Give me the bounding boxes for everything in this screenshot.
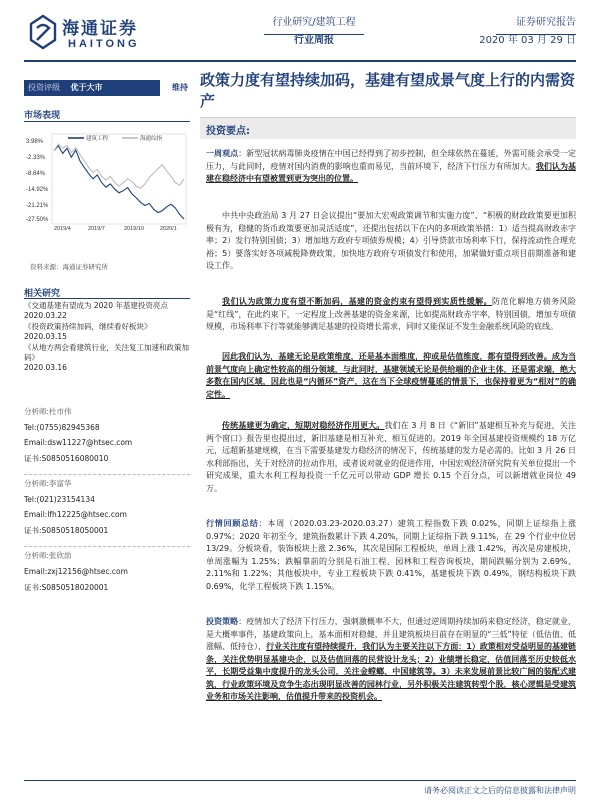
key-points-label: 投资要点: (206, 126, 250, 137)
series-line-construction (54, 146, 184, 219)
x-tick-label: 2020/1 (160, 226, 177, 232)
analyst-tel: Tel:(0755)82945368 (24, 423, 100, 432)
y-tick-label: -8.64% (26, 171, 46, 177)
plot-frame (52, 134, 186, 224)
para-emphasis: 因此我们认为，基建无论是政策维度，还是基本面维度，抑或是估值维度，都有望得到改善。成为当前景气度向上确定性较高的细分领域，与此同时，基建领域无论是供给端的企业主体，还是需求端，绝大多数在国内区域，因此也是“内循环”资产，这在当下全球疫情蔓延的情景下，也保持着更为“相对”的确定性。 (206, 352, 576, 399)
x-tick-label: 2019/4 (54, 226, 71, 232)
haitong-logo-icon (28, 14, 58, 50)
market-chart (24, 128, 190, 236)
related-item-date: 2020.03.22 (24, 311, 67, 320)
para-emphasis: 我们认为政策力度有望不断加码，基建的资金约束有望得到实质性缓解。 (222, 297, 493, 306)
chart-source: 资料来源：海通证券研究所 (30, 263, 108, 271)
paragraph-conclusion (206, 351, 576, 401)
analyst-cert: 证书:S0850518020001 (24, 583, 109, 592)
para-lead: 投资策略 (206, 617, 239, 626)
category-label: 行业研究/建筑工程 (272, 17, 356, 28)
header-divider (24, 60, 576, 62)
y-tick-label: -27.50% (26, 217, 49, 223)
market-chart-svg (24, 128, 190, 236)
para-lead: 一周观点 (206, 149, 239, 158)
paragraph-strategy (206, 616, 576, 704)
rating-tail: 维持 (160, 80, 190, 96)
series-line-index (54, 144, 184, 188)
analyst-cert: 证书:S0850518050001 (24, 526, 109, 535)
para-lead: 行情回顾总结 (206, 519, 259, 528)
para-text: ：疫情加大了经济下行压力，强刺激概率不大，但通过逆周期持续加码来稳定经济，稳定就业，是大概率事件，基建政策向上，基本面相对稳健，并且建筑板块目前存在明显的“三低”特征（低估值、低涨幅、低持仓）， (206, 617, 577, 651)
meta-rule (496, 34, 576, 35)
paragraph-politburo (206, 210, 576, 273)
related-item-title: 《从地方两会看建筑行业，关注复工加速和政策加码》 (24, 343, 189, 362)
analyst-block (24, 406, 194, 464)
report-meta (479, 16, 576, 48)
related-item[interactable] (24, 322, 194, 342)
paragraph-weekly-view (206, 148, 576, 186)
report-date: 2020 年 03 月 29 日 (479, 35, 576, 46)
analyst-block (24, 478, 194, 536)
y-tick-label: -21.21% (26, 203, 49, 209)
analyst-name: 分析师:李富华 (24, 479, 72, 488)
rating-label: 投资评级 (28, 83, 60, 92)
para-emphasis: 传统基建更为确定，短期对稳经济作用更大。 (222, 421, 385, 430)
report-type-label: 行业周报 (294, 35, 334, 46)
brand-en: HAITONG (68, 38, 140, 50)
para-text: 我们在 3 月 8 日《“新旧”基建相互补充与促进，关注两个窗口》报告里也提出过，新旧基建是相互补充、相互促进的。2019 年全国基建投资规模约 18 万亿元，远超新基建规模，在当下需要基建发力稳经济的情况下，传统基建的发力是必需的。比如 3 月 26 日水利部指出，关于对经济的拉动作用，或者说对就业的促进作用，中国宏观经济研究院有关单位提出一个研究成果，重大水利工程每投资一千亿元可以带动 GDP 增长 0.15 个百分点，可以新增就业岗位 49 万。 (206, 421, 577, 493)
related-rule (24, 298, 190, 299)
analyst-cert: 证书:S0850516080010 (24, 454, 109, 463)
report-title: 政策力度有望持续加码，基建有望成景气度上行的内需资产 (200, 71, 576, 110)
legend-label-series-1: 建筑工程 (86, 136, 109, 142)
para-emphasis: 行业关注度有望持续提升，我们认为主要关注以下方面：1）政策相对受益明显的基建链条，关注优势明显基建央企，以及估值回落的民营设计龙头；2）业绩增长稳定，估值回落至历史较低水平，长期受益集中度提升的龙头公司，关注金螳螂、中国建筑等。3）未来发展前景比较广阔的装配式建筑，行业政策环境及竞争生态出现明显改善的园林行业，另外积极关注建筑转型个股，核心逻辑是受建筑业务和市场关注影响，估值提升带来的投资机会。 (206, 642, 577, 701)
related-item-date: 2020.03.16 (24, 363, 67, 372)
analyst-tel: Tel:(021)23154134 (24, 495, 95, 504)
related-item-title: 《交通基建有望成为 2020 年基建投资亮点 (24, 301, 168, 310)
rating-bar (24, 80, 190, 96)
related-item[interactable] (24, 343, 194, 373)
related-title: 相关研究 (24, 289, 61, 299)
para-text: 中共中央政治局 3 月 27 日会议提出“要加大宏观政策调节和实施力度”、“积极的财政政策要更加积极有为，稳健的货币政策要更加灵活适度”，还提出包括以下在内的多项政策举措：1）适当提高财政赤字率；2）发行特别国债；3）增加地方政府专项债券规模；4）引导贷款市场利率下行，保持流动性合理充裕；5）要落实好各项减税降费政策，加快地方政府专项债发行和使用，加紧做好重点项目前期准备和建设工作。 (206, 211, 576, 270)
y-tick-label: 3.98% (26, 139, 44, 145)
paragraph-traditional-infra (206, 420, 576, 495)
related-item-date: 2020.03.15 (24, 332, 67, 341)
analyst-email[interactable]: Email:dsw11227@htsec.com (24, 438, 133, 447)
legend-label-series-2: 海通综指 (140, 136, 163, 142)
analyst-email[interactable]: Email:lfh12225@htsec.com (24, 510, 127, 519)
y-tick-label: -2.33% (26, 155, 46, 161)
para-emphasis: 我们认为基建在稳经济中有望被置到更为突出的位置。 (206, 161, 577, 183)
brand-cn: 海通证券 (62, 19, 138, 39)
analyst-email[interactable]: Email:zxj12156@htsec.com (24, 567, 128, 576)
analyst-divider (24, 546, 190, 547)
analyst-name: 分析师:杜市伟 (24, 407, 72, 416)
para-text: 防范化解地方债务风险是“红线”，在此约束下，一定程度上改善基建的资金来源，比如提高财政赤字率，特别国债，增加专项债规模，市场利率下行等就能够满足基建的投资增长需求，同时又能保证不发生金融系统风险的底线。 (206, 297, 576, 331)
footer-divider (24, 780, 576, 781)
analyst-name: 分析师:张欣劼 (24, 551, 72, 560)
x-tick-label: 2019/10 (124, 226, 144, 232)
x-tick-label: 2019/7 (88, 226, 105, 232)
paragraph-funding (206, 296, 576, 334)
market-rule (24, 121, 190, 122)
haitong-logo (28, 14, 178, 56)
related-item[interactable] (24, 301, 194, 321)
footer-disclaimer: 请务必阅读正文之后的信息披露和法律声明 (424, 786, 576, 795)
related-item-title: 《投资政策持续加码，继续看好板块》 (24, 322, 152, 331)
report-category (264, 16, 364, 48)
analyst-divider (24, 474, 190, 475)
para-text: ：本周（2020.03.23-2020.03.27）建筑工程指数下跌 0.02%，同期上证综指上涨 0.97%；2020 年初至今，建筑指数累计下跌 4.20%，同期上证综指下跌 9.11%，在 29 个行业中位居 13/29。分板块看，装饰板块上涨 2.36%，其次是国际工程板块，单周上涨 1.42%，再次是房建板块，单周涨幅为 1.25%；跌幅靠前的分别是石油工程、园林和工程咨询板块，期间跌幅分别为 2.69%、2.11%和 1.22%；其他板块中，专业工程板块下跌 0.41%，基建板块下跌 0.49%，钢结构板块下跌 0.69%，化学工程板块下跌 1.15%。 (206, 519, 577, 591)
paragraph-market-review (206, 518, 576, 593)
doc-type-label: 证券研究报告 (516, 17, 576, 28)
rating-value: 优于大市 (70, 83, 103, 92)
market-title: 市场表现 (24, 111, 61, 121)
y-tick-label: -14.92% (26, 187, 49, 193)
category-rule (264, 34, 364, 35)
para-text: ：新型冠状病毒肺炎疫情在中国已经得到了初步控制，但全球依然在蔓延，外需可能会承受一定压力，与此同时，疫情对国内消费的影响也重而易见，当前环境下，经济下行压力有所加大。 (206, 149, 577, 171)
analyst-block (24, 550, 194, 593)
key-points-bar (200, 117, 576, 139)
